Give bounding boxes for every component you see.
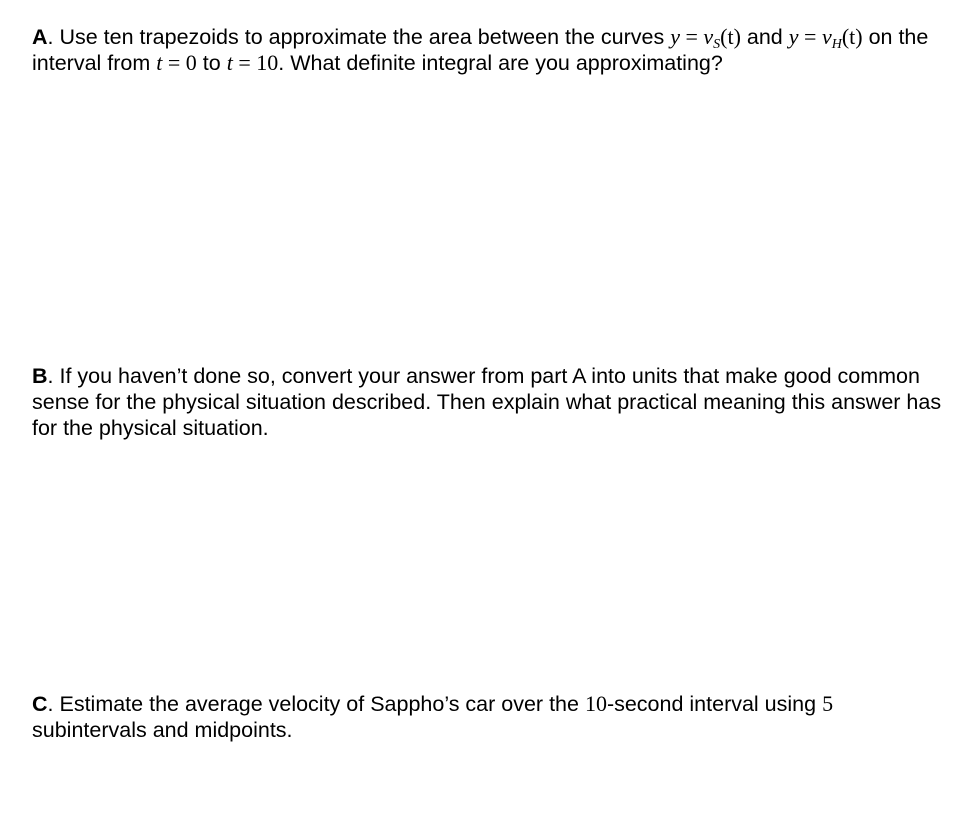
part-a-text-1: . Use ten trapezoids to approximate the area between the curves <box>47 25 671 49</box>
question-part-c <box>32 691 947 743</box>
part-a-text-5: . What definite integral are you approximating? <box>278 51 723 75</box>
part-c-text-3: subintervals and midpoints. <box>32 718 293 742</box>
question-part-a <box>32 24 947 76</box>
part-c-text-1: . Estimate the average velocity of Sappho’s car over the <box>47 692 585 716</box>
part-a-label: A <box>32 25 48 49</box>
math-interval-end: t = 10 <box>226 50 279 75</box>
math-curve-h: $y = v_H(t)$ <box>788 24 863 52</box>
math-ten: 10 <box>584 691 607 716</box>
part-a-text-2: and <box>740 25 789 49</box>
part-c-label: C <box>32 692 48 716</box>
part-a-text-3: on the interval from <box>32 25 929 75</box>
part-b-text: . If you haven’t done so, convert your answer from part A into units that make good common sense for the physical situation described. Then explain what practical meaning this answer has for the physical situation. <box>32 364 942 440</box>
math-curve-s: $y = v_S(t)$ <box>670 24 741 52</box>
part-b-label: B <box>32 364 48 388</box>
question-part-b <box>32 363 947 441</box>
math-five: 5 <box>822 691 834 716</box>
part-a-text-4: to <box>196 51 227 75</box>
part-c-text-2: -second interval using <box>606 692 823 716</box>
math-interval-start: t = 0 <box>156 50 197 75</box>
